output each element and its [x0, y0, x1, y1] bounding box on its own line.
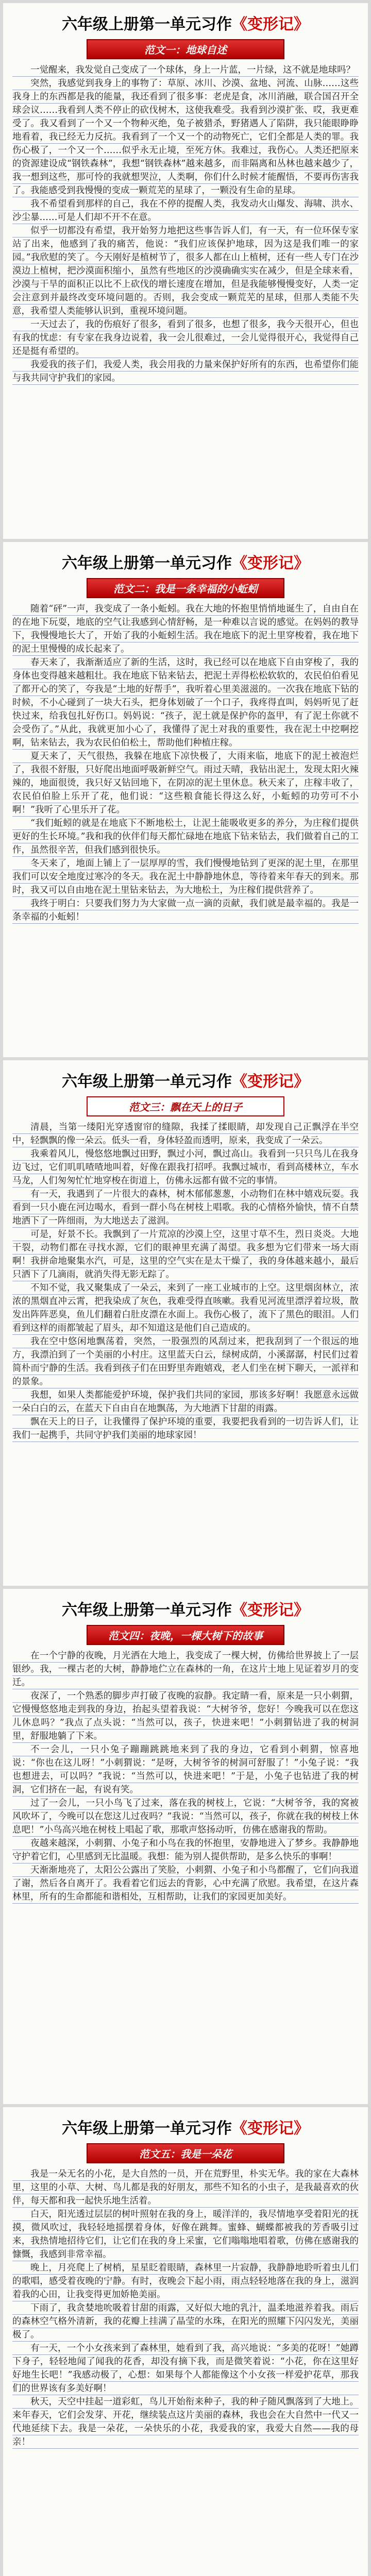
paragraph: 不知不觉，我又聚集成了一朵云，来到了一座工业城市的上空。这里烟囱林立，浓浓的黑烟直冲云霄，把我染成了灰色，我难受得直咳嗽。我看见河流里漂浮着垃圾，散发出阵阵恶臭，鱼儿们翻着白肚皮漂在水面上。我伤心极了，流下了黑色的眼泪。人们看到这样的雨都皱起了眉头，却不知道这是他们自己造成的。 [12, 1281, 359, 1335]
paragraph: 夜深了，一个熟悉的脚步声打破了夜晚的寂静。我定睛一看，原来是一只小刺猬，它慢慢悠悠地走到我的身边，抬起头望着我说：“大树爷爷，您好！今晚我可以在您这儿休息吗？”我点了点头说：“当然可以，孩子，快进来吧！”小刺猬钻进了我的树洞里，舒服地躺了下来。 [12, 1689, 359, 1743]
section-title: 六年级上册第一单元习作《变形记》 [62, 554, 309, 572]
paragraph: 我爱我的孩子们，我爱人类，我会用我的力量来保护好所有的东西，也希望你们能与我共同守护我们的家园。 [12, 358, 359, 385]
essay-section-3 [3, 1060, 368, 1586]
essay-section-1 [3, 3, 368, 539]
paragraph: 秋天，天空中挂起一道彩虹，鸟儿开始衔来种子，我的种子随风飘落到了大地上。来年春天，它们会发芽、开花，继续装点这片美丽的森林，我也会在大自然中一代又一代地延续下去。我是一朵花，一朵快乐的小花，我爱我的家，我爱大自然——我的母亲！ [12, 2395, 359, 2449]
paragraph: 过了一会儿，一只小鸟飞了过来，落在我的树枝上，它说：“大树爷爷，我的窝被风吹坏了，今晚可以在您这儿过夜吗？”我说：“当然可以，孩子，你就在我的树枝上休息吧！”小鸟高兴地在树枝上唱起了歌，那歌声悠扬动听，仿佛在感谢我的帮助。 [12, 1797, 359, 1837]
paragraph: 一天过去了，我的伤痕好了很多，看到了很多，也想了很多，我今天很开心，但也有我的忧虑：有专家在我身边说着，我一会儿很难过，一会儿觉得很开心，我觉得自己还是挺有希望的。 [12, 318, 359, 358]
paragraph: 随着“砰”一声，我变成了一条小蚯蚓。我在大地的怀抱里悄悄地诞生了，自由自在的在地下玩耍，地底的空气让我感到心情舒畅，是一种难以言说的感觉。在妈妈的教导下，我慢慢地长大了，开始了我的小蚯蚓生活。我在地底下的泥土里穿梭着，我在地下的泥土里慢慢的成长起来了。 [12, 602, 359, 656]
paragraph: 一觉醒来，我发觉自己变成了一个球体，身上一片蓝，一片绿，这不就是地球吗？ [12, 63, 359, 77]
essay-subtitle: 范文五：我是一朵花 [87, 2143, 284, 2163]
paragraph: 可是，好景不长。我飘到了一片荒凉的沙漠上空，这里寸草不生，烈日炎炎。大地干裂，动物们都在寻找水源，它们的眼神里充满了渴望。我多想为它们带来一场大雨啊！我拼命地聚集水汽，可是，这里的空气实在是太干燥了，我的身体越来越小，最后只洒下了几滴雨，就消失得无影无踪了。 [12, 1228, 359, 1281]
paragraph: 夜越来越深，小刺猬、小兔子和小鸟在我的怀抱里，安静地进入了梦乡。我静静地守护着它们，心里感到无比温暖。我想：能为别人提供帮助，是多么快乐的事啊！ [12, 1837, 359, 1863]
paragraph: 清晨，当第一缕阳光穿透窗帘的缝隙，我揉了揉眼睛，却发现自己正飘浮在半空中，轻飘飘的像一朵云。低头一看，身体轻盈而透明，原来，我变成了一朵云。 [12, 1121, 359, 1147]
paragraph: 白天，阳光透过层层的树叶照射在我的身上，暖洋洋的，我尽情地享受着阳光的抚摸，微风吹过，我轻轻地摇摆着身体，好像在跳舞。蜜蜂、蝴蝶都被我的芳香吸引过来，我热情地招待它们，让它们在我的身上采蜜，它们嗡嗡地唱着歌，仿佛在感谢我的慷慨，我感到非常幸福。 [12, 2208, 359, 2261]
paragraph: 晚上，月亮爬上了树梢，星星眨着眼睛，森林里一片寂静，我静静地聆听着虫儿们的歌唱，感受着夜晚的宁静。有时，夜晚会下起小雨，雨点轻轻地落在我的身上，滋润着我的心田，让我变得更加娇艳美丽。 [12, 2261, 359, 2301]
paragraph: 春天来了，我渐渐适应了新的生活，这时，我已经可以在地底下自由穿梭了，我的身体也变得越来越粗壮。我在地底下钻来钻去，把泥土弄得松松软软的，农民伯伯看见了都开心的笑了，夸我是“土地的好帮手”，我听着心里美滋滋的。一次我在地底下钻的时候，不小心碰到了一块大石头，把身体划破了一个口子，我疼得直叫，妈妈听见了赶快过来，给我包扎好伤口。妈妈说：“孩子，泥土就是保护你的盔甲，有了泥土你就不会受伤了。”从此，我就更加小心了，我懂得了泥土对我的重要性，我在泥土中挖啊挖啊，钻来钻去，我为农民伯伯松土，帮助他们种植庄稼。 [12, 656, 359, 750]
paragraph: 有一天，一个小女孩来到了森林里，她看到了我，高兴地说：“多美的花呀！”她蹲下身子，轻轻地闻了闻我的花香，却没有摘下我，而是微笑着说：“小花，你在这里好好地生长吧！”我感动极了，心想：如果每个人都能像这个小女孩一样爱护花草，那我们的世界该有多美好啊！ [12, 2342, 359, 2395]
paragraph: 下雨了，我贪婪地吮吸着甘甜的雨露，又好似大地的乳汁，温柔地滋养着我。雨后的森林空气格外清新，我的花瓣上挂满了晶莹的水珠，在阳光的照耀下闪闪发光，美丽极了。 [12, 2301, 359, 2342]
essay-subtitle: 范文一：地球自述 [87, 39, 284, 59]
paragraph: 我是一朵无名的小花，是大自然的一员，开在荒野里，朴实无华。我的家在大森林里，这里的小草、大树、鸟儿都是我的好朋友，那些不知名的小虫子，是我最喜欢的伙伴，每天都和我一起快乐地生活着。 [12, 2167, 359, 2208]
paragraph: “我们蚯蚓的就是在地底下不断地松土，让泥土能吸收更多的养分，为庄稼们提供更好的生长环境。”我和我的伙伴们每天都忙碌地在地底下钻来钻去，我们做着自己的工作，虽然很辛苦，但我们感到很快乐。 [12, 817, 359, 857]
paragraph: 我终于明白：只要我们努力为大家做一点一滴的贡献，我们就是最幸福的。我是一条幸福的小蚯蚓！ [12, 897, 359, 924]
paragraph: 突然，我感觉到我身上的事物了：草原、冰川、沙漠、盆地、河流、山脉……这些我身上的东西都是我的能量，我还看到了很多事：老虎是食，冰川消融，联合国召开全球会议……我看到人类不停止的砍伐树木，这使我难受。我看到沙漠扩张、哎，我更难受了。我又看到了一个又一个物种灭绝，兔子被猎杀，野猪遇人了陷阱，我只能眼睁睁地看着，我已经无力反抗。我看到了一个又一个的动物死亡，它们全都是人类的罪。我伤心极了，一个又一个……似乎永无止境，至死方休。我难过，我伤心。人类还把原来的资源建设成“钢铁森林”，我想“钢铁森林”越来越多，而非隔离和丛林也越来越少了，我一想到这些，那可怜的我就想哭泣，人类啊，你们什么时候才能醒悟，不要再伤害我了。我能感受到我慢慢的变成一颗荒芜的星球了，一颗没有生命的星球。 [12, 77, 359, 197]
paragraph: 飘在天上的日子，让我懂得了保护环境的重要，我要把我看到的一切告诉人们，让我们一起携手，共同守护我们美丽的地球家园！ [12, 1415, 359, 1442]
paragraph: 我想，如果人类都能爱护环境，保护我们共同的家园，那该多好啊！我愿意永远做一朵白白的云，在蓝天下自由自在地飘荡，为大地洒下甘甜的雨露。 [12, 1388, 359, 1415]
essay-subtitle: 范文四：夜晚，一棵大树下的故事 [87, 1625, 284, 1645]
paragraph: 我乘着风儿，慢悠悠地飘过田野，飘过小河，飘过高山。我看到一只只鸟儿在我身边飞过，它们叽叽喳喳地叫着，好像在跟我打招呼。我飘过城市，看到高楼林立，车水马龙，人们匆匆忙忙地穿梭在街道上，仿佛永远都有做不完的事情。 [12, 1147, 359, 1188]
section-title: 六年级上册第一单元习作《变形记》 [62, 2120, 309, 2138]
essay-subtitle: 范文三：飘在天上的日子 [87, 1096, 284, 1116]
section-title: 六年级上册第一单元习作《变形记》 [62, 15, 309, 33]
section-title: 六年级上册第一单元习作《变形记》 [62, 1601, 309, 1619]
essay-section-5 [3, 2107, 368, 2576]
section-title: 六年级上册第一单元习作《变形记》 [62, 1073, 309, 1091]
paragraph: 我不希望看到那样的自己，我在不停的提醒人类，我发动火山爆发、海啸、洪水、沙尘暴……可是人们却不开不在意。 [12, 197, 359, 224]
paragraph: 似乎一切都没有希望，我开始努力地把这些事告诉人们，有一天，有一位环保专家站了出来，他感到了我的痛苦，他说：“我们应该保护地球，因为这是我们唯一的家园。”我欣慰的笑了。今天刚好是植树节了，很多人都在山上植树，还有一些人专门在沙漠边上植树，把沙漠面积缩小，虽然有些地区的沙漠确确实实在减少，但是全球来看，沙漠与干旱的面积正以比不上砍伐的增长速度在增加，但是我能够慢慢变好，人类一定会注意到并最终改变环境问题的。否则，我会变成一颗荒芜的星球，但那人类能不失意，我希望人类能够认识到，重视环境问题。 [12, 224, 359, 318]
essay-section-4 [3, 1589, 368, 2104]
paragraph: 不一会儿，一只小兔子蹦蹦跳跳地来到了我的身边，它看到小刺猬，惊喜地说：“你也在这儿呀！”小刺猬说：“是呀，大树爷爷的树洞可舒服了！”小兔子说：“我也想进去，可以吗？”我说：“当然可以，快进来吧！”于是，小兔子也钻进了我的树洞，它们挤在一起，有说有笑。 [12, 1743, 359, 1797]
essay-subtitle: 范文二：我是一条幸福的小蚯蚓 [87, 578, 284, 598]
paragraph: 在一个宁静的夜晚，月光洒在大地上，我变成了一棵大树，仿佛给世界披上了一层银纱。我，一棵古老的大树，静静地伫立在森林的一角，在这片土地上见证着岁月的变迁。 [12, 1649, 359, 1689]
paragraph: 有一天，我遇到了一片很大的森林，树木郁郁葱葱，小动物们在林中嬉戏玩耍。我看到一只小鹿在河边喝水，看到一群小鸟在树枝上唱歌。我的心情格外愉快，情不自禁地洒下了一阵细雨，为大地送去了滋润。 [12, 1188, 359, 1228]
paragraph: 天渐渐地亮了，太阳公公露出了笑脸，小刺猬、小兔子和小鸟都醒了，它们向我道了谢，然后各自离开了。我看着它们远去的背影，心中充满了欣慰。我希望，在这片森林里，所有的生命都能和谐相处，互相帮助，让我们的家园更加美好。 [12, 1863, 359, 1904]
paragraph: 夏天来了，天气很热，我躲在地底下凉快极了，大雨来临，地底下的泥土被泡烂了，我很不舒服，只好爬出地面呼吸新鲜空气。雨过天晴，我钻出泥土，发现太阳火辣辣的，地面很烫，我只好又钻回地下，在阴凉的泥土里休息。秋天来了，庄稼丰收了，农民伯伯脸上乐开了花，他们说：“这些粮食能长得这么好，小蚯蚓的功劳可不小啊！”我听了心里乐开了花。 [12, 750, 359, 817]
paragraph: 我在空中悠闲地飘荡着，突然，一股强烈的风刮过来，把我刮到了一个很远的地方，我漂泊到了一个美丽的小村庄。这里蓝天白云，绿树成荫，小溪潺潺，村民们过着简朴而宁静的生活。我看到孩子们在田野里奔跑嬉戏，老人们坐在树下聊天，一派祥和的景象。 [12, 1335, 359, 1388]
essay-section-2 [3, 542, 368, 1057]
paragraph: 冬天来了，地面上铺上了一层厚厚的雪，我们慢慢地钻到了更深的泥土里，在那里我们可以安全地度过寒冷的冬天。我在泥土中静静地休息，等待着来年春天的到来。那时，我又可以自由地在泥土里钻来钻去，为大地松土，为庄稼们提供营养了。 [12, 857, 359, 897]
